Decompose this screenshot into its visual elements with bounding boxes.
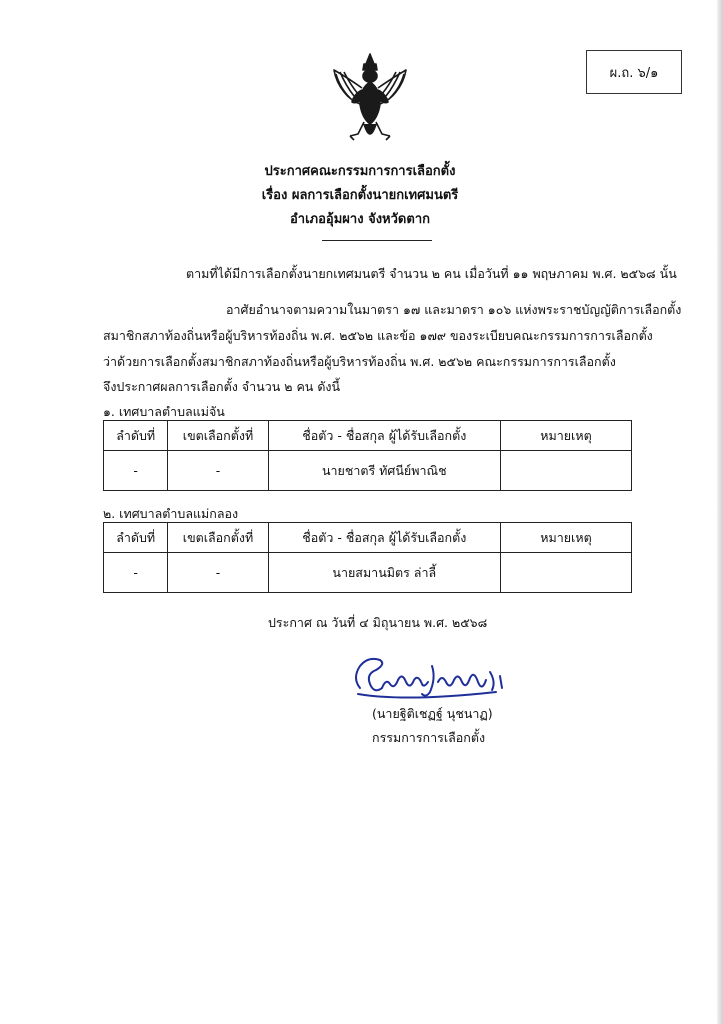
heading-divider [322,240,432,241]
table-header-row [104,523,632,553]
header-name: ชื่อตัว - ชื่อสกุล ผู้ได้รับเลือกตั้ง [268,523,500,553]
form-code-box [586,50,682,94]
cell-zone: - [168,553,268,593]
authority-paragraph-line3: ว่าด้วยการเลือกตั้งสมาชิกสภาท้องถิ่นหรือผู้บริหารท้องถิ่น พ.ศ. ๒๕๖๒ คณะกรรมการการเลือกตั้ง [103,354,616,369]
cell-zone: - [168,451,268,491]
header-zone: เขตเลือกตั้งที่ [168,523,268,553]
form-code: ผ.ถ. ๖/๑ [609,65,659,81]
announcement-title: ประกาศคณะกรรมการการเลือกตั้ง [264,164,456,179]
announcement-date: ประกาศ ณ วันที่ ๔ มิถุนายน พ.ศ. ๒๕๖๘ [268,615,488,630]
signer-name: (นายฐิติเชฏฐ์ นุชนาฏ) [372,706,493,721]
header-name: ชื่อตัว - ชื่อสกุล ผู้ได้รับเลือกตั้ง [268,421,500,451]
table-row [104,451,632,491]
header-zone: เขตเลือกตั้งที่ [168,421,268,451]
header-seq: ลำดับที่ [104,523,168,553]
section-title-maeklong: ๒. เทศบาลตำบลแม่กลอง [103,506,239,521]
signer-title: กรรมการการเลือกตั้ง [372,730,486,745]
garuda-emblem-icon [320,48,420,148]
cell-note [500,451,631,491]
section-title-maejan: ๑. เทศบาลตำบลแม่จัน [103,404,225,419]
table-header-row [104,421,632,451]
authority-paragraph-line2: สมาชิกสภาท้องถิ่นหรือผู้บริหารท้องถิ่น พ.ศ. ๒๕๖๒ และข้อ ๑๗๙ ของระเบียบคณะกรรมการการเลือกตั้ง [103,328,653,343]
intro-paragraph: ตามที่ได้มีการเลือกตั้งนายกเทศมนตรี จำนวน ๒ คน เมื่อวันที่ ๑๑ พฤษภาคม พ.ศ. ๒๕๖๘ นั้น [186,266,677,281]
authority-paragraph-line1: อาศัยอำนาจตามความในมาตรา ๑๗ และมาตรา ๑๐๖ แห่งพระราชบัญญัติการเลือกตั้ง [226,302,682,317]
cell-seq: - [104,451,168,491]
cell-seq: - [104,553,168,593]
handwritten-signature [346,648,526,708]
header-seq: ลำดับที่ [104,421,168,451]
results-table-maeklong [103,522,632,593]
table-row [104,553,632,593]
results-table-maejan [103,420,632,491]
cell-name: นายชาตรี ทัศนีย์พาณิช [268,451,500,491]
authority-paragraph-line4: จึงประกาศผลการเลือกตั้ง จำนวน ๒ คน ดังนี้ [103,379,341,394]
header-note: หมายเหตุ [500,421,631,451]
header-note: หมายเหตุ [500,523,631,553]
scan-edge [717,0,723,1024]
announcement-location: อำเภออุ้มผาง จังหวัดตาก [290,212,430,227]
cell-note [500,553,631,593]
cell-name: นายสมานมิตร ล่าลี้ [268,553,500,593]
announcement-subject: เรื่อง ผลการเลือกตั้งนายกเทศมนตรี [261,188,459,203]
